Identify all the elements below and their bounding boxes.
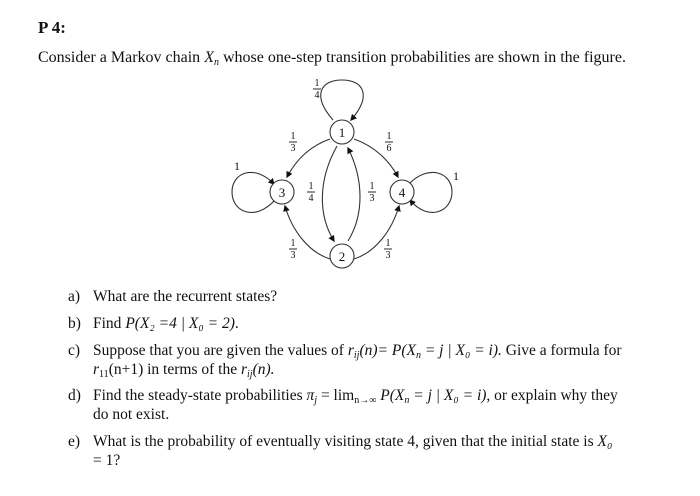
prob-label-2-4 (384, 238, 392, 261)
svg-text:1: 1 (385, 238, 391, 249)
state-1 (330, 120, 354, 144)
svg-text:4: 4 (308, 193, 314, 204)
prob-label-4-4 (453, 169, 459, 183)
prob-label-1-3 (289, 131, 297, 154)
problem-intro: Consider a Markov chain $X_n$ whose one-step transition probabilities are shown in the figure. (38, 49, 626, 68)
prob-label-3-3 (234, 159, 240, 173)
question-c-text: Suppose that you are given the values of $r_{ij}(n)= P(X_n = j$ | X₀ = i). Give a formula for $r_{11}(n+1)$ in terms of the $r_{ij}(n)$. (93, 342, 622, 380)
question-e-text: What is the probability of eventually visiting state 4, given that the initial state is X₀ = 1? (93, 433, 613, 469)
edge-4-to-4 (409, 172, 452, 212)
svg-text:2: 2 (338, 249, 346, 264)
svg-text:4: 4 (314, 90, 320, 101)
question-a-text: What are the recurrent states? (93, 288, 278, 305)
prob-label-2-3 (289, 238, 297, 261)
question-d-text: Find the steady-state probabilities $\pi_j = \lim_{n\to\infty} P(X_n = j$ | X₀ = i), or explain why they do not exist. (93, 387, 618, 423)
prob-label-1-1 (313, 78, 321, 101)
question-e-label: e) (68, 433, 81, 450)
edge-2-to-1 (348, 148, 360, 241)
svg-text:4: 4 (398, 185, 406, 200)
svg-text:6: 6 (386, 143, 392, 154)
state-4 (390, 180, 414, 204)
edge-1-to-2 (322, 146, 337, 241)
state-3 (270, 180, 294, 204)
svg-text:3: 3 (290, 250, 296, 261)
edge-1-to-1 (321, 80, 363, 120)
problem-title: P 4: (38, 18, 66, 37)
svg-text:1: 1 (369, 181, 375, 192)
state-2 (330, 244, 354, 268)
prob-label-2-1 (368, 181, 376, 204)
svg-text:1: 1 (338, 125, 346, 140)
prob-label-1-4 (385, 131, 393, 154)
svg-text:1: 1 (314, 78, 320, 89)
question-a-label: a) (68, 288, 81, 305)
edge-2-to-4 (354, 206, 399, 259)
svg-text:1: 1 (308, 181, 314, 192)
svg-text:3: 3 (385, 250, 391, 261)
svg-text:3: 3 (369, 193, 375, 204)
svg-text:1: 1 (386, 131, 392, 142)
svg-text:3: 3 (290, 143, 296, 154)
svg-text:1: 1 (290, 238, 296, 249)
question-b-label: b) (68, 315, 81, 332)
svg-text:3: 3 (278, 185, 286, 200)
question-d-label: d) (68, 387, 81, 404)
question-c-label: c) (68, 342, 81, 359)
question-b-text: Find P(X₂ =4 | X₀ = 2). (93, 315, 239, 332)
svg-text:1: 1 (453, 169, 459, 183)
svg-text:1: 1 (290, 131, 296, 142)
svg-text:1: 1 (234, 159, 240, 173)
prob-label-1-2 (307, 181, 315, 204)
edge-3-to-3 (232, 172, 275, 212)
